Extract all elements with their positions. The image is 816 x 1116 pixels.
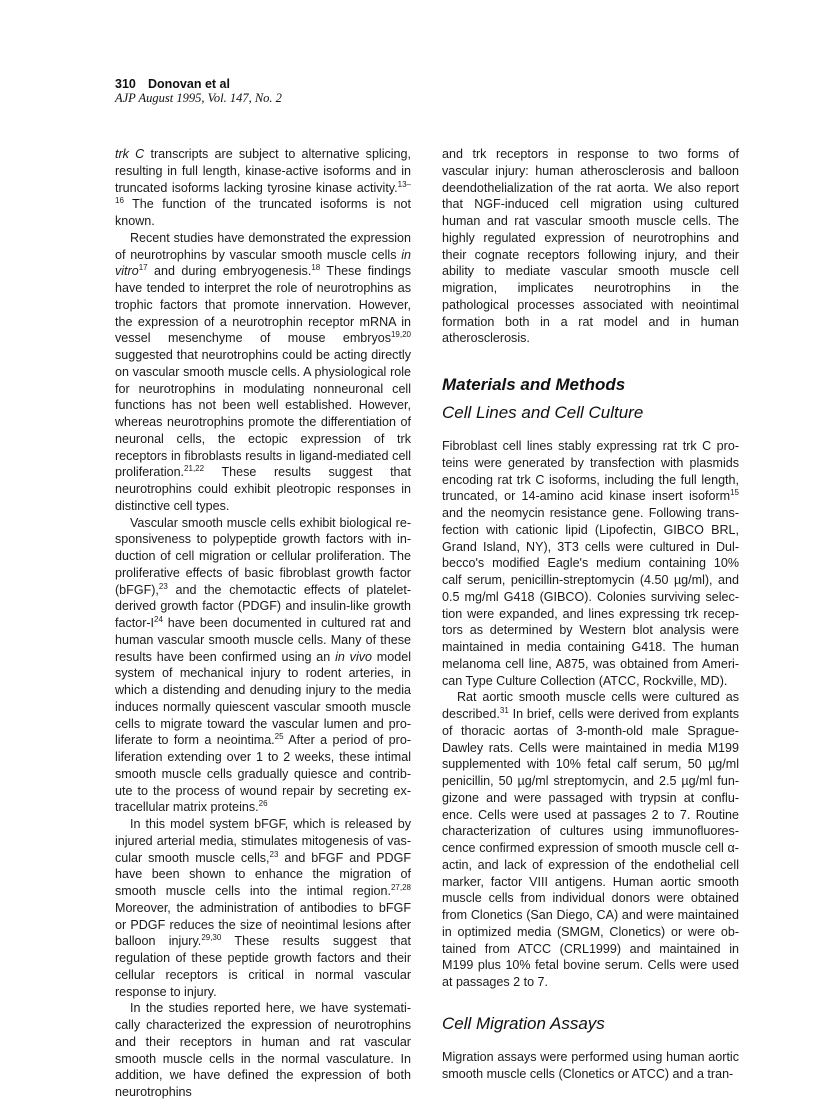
right-column: [442, 146, 739, 1082]
text: In brief, cells were derived from explants of thoracic aortas of 3-month-old male Sprague-Dawley rats. Cells were maintained in media M199 supplemented with 10% fetal calf serum, 50 µg/ml penicillin, 50 µg/ml streptomycin, and 2.5 µg/ml fungizone and were passaged with trypsin at confluence. Cells were used at passages 2 to 7. Routine characterization of cultures using immunofluorescence confirmed expression of smooth muscle cell α-actin, and lack of expression of the endothelial cell marker, factor VIII antigens. Human aortic smooth muscle cells from individual donors were obtained from Clonetics (San Diego, CA) and were maintained in optimized media (SMGM, Clonetics) or were obtained from ATCC (CRL1999) and maintained in M199 plus 10% fetal bovine serum. Cells were used at passages 2 to 7.: [442, 707, 739, 989]
text: These results suggest that neurotrophins could exhibit pleotropic responses in distinctive cell types.: [115, 465, 411, 513]
running-head-line: [115, 77, 282, 91]
subsection-heading: Cell Migration Assays: [442, 1013, 605, 1033]
paragraph: [115, 230, 411, 515]
citation-ref: 17: [138, 263, 148, 273]
text: After a period of proliferation extending over 1 to 2 weeks, these intimal smooth muscle cells gradually quiesce and contribute to the process of wound repair by secreting extracellular matrix proteins.: [115, 733, 411, 815]
italic-term: in vitro: [115, 247, 411, 279]
text: have been documented in cultured rat and human vascular smooth muscle cells. Many of these results have been confirmed using an: [115, 616, 411, 664]
paragraph: [115, 146, 411, 230]
subsection-heading: Cell Lines and Cell Culture: [442, 403, 644, 422]
paragraph: and trk receptors in response to two forms of vascular injury: human atherosclerosis and balloon deendothelialization of the rat aorta. We also report that NGF-induced cell migration using cultured human and rat vascular smooth muscle cells. The highly regulated expression of neurotrophins and their cognate receptors following injury, and their ability to mediate vascular smooth muscle cell migration, implicates neurotrophins in the pathological processes associated with neointimal formation both in a rat model and in human atherosclerosis.: [442, 147, 739, 346]
citation-ref: 31: [499, 706, 509, 715]
citation-ref: 18: [311, 263, 321, 273]
text: and the neomycin resistance gene. Following transfection with cationic lipid (Lipofectin, GIBCO BRL, Grand Island, NY), 3T3 cells were cultured in Dulbecco's modified Eagle's medium containing 10% calf serum, penicillin-streptomycin (4.50 µg/ml), and 0.5 mg/ml G418 (GIBCO). Colonies surviving selection were expanded, and lines expressing trk receptors as determined by Western blot analysis were maintained in media containing G418. The human melanoma cell line, A875, was obtained from American Type Culture Collection (ATCC, Rockville, MD).: [442, 506, 739, 688]
text: The function of the truncated isoforms is not known.: [115, 197, 411, 228]
text: and during embryogenesis.: [147, 264, 312, 279]
text: Rat aortic smooth muscle cells were cultured as described.: [442, 690, 739, 721]
text: and the chemotactic effects of platelet-derived growth factor (PDGF) and insulin-like growth factor-I: [115, 582, 411, 630]
citation-ref: 21,22: [184, 464, 205, 474]
paragraph: Migration assays were performed using human aortic smooth muscle cells (Clonetics or ATCC) and a tran-: [442, 1049, 739, 1081]
citation-ref: 15: [730, 488, 739, 498]
text: In this model system bFGF, which is released by injured arterial media, stimulates mitogenesis of vascular smooth muscle cells,: [115, 817, 411, 865]
text: These results suggest that regulation of these peptide growth factors and their cellular receptors is critical in normal vascular response to injury.: [115, 934, 411, 999]
paragraph: [442, 438, 739, 689]
italic-term: trk C: [115, 147, 145, 161]
text: Moreover, the administration of antibodies to bFGF or PDGF reduces the size of neointimal lesions after balloon injury.: [115, 900, 411, 949]
text: and bFGF and PDGF have been shown to enhance the migration of smooth muscle cells into the intimal region.: [115, 850, 411, 898]
text: These findings have tended to interpret the role of neurotrophins as trophic factors that promote innervation. However, the expression of a neurotrophin receptor mRNA in vessel mesenchyme of mouse embryos: [115, 264, 411, 346]
text: model system of mechanical injury to rodent arteries, in which a distending and denuding injury to the media induces normally quiescent vascular smooth muscle cells to migrate toward the vascular lumen and proliferate to form a neointima.: [115, 649, 411, 748]
text: Recent studies have demonstrated the expression of neurotrophins by vascular smooth muscle cells: [115, 230, 411, 262]
text: suggested that neurotrophins could be acting directly on vascular smooth muscle cells. A physiological role for neurotrophins in modulating nonneuronal cell functions has not been well established. However, whereas neurotrophins promote the differentiation of neuronal cells, the ectopic expression of trk receptors in fibroblasts results in ligand-mediated cell proliferation.: [115, 348, 411, 480]
text: Vascular smooth muscle cells exhibit biological responsiveness to polypeptide growth factors with induction of cell migration or cellular proliferation. The proliferative effects of basic fibroblast growth factor (bFGF),: [115, 515, 411, 597]
authors: Donovan et al: [148, 77, 230, 91]
citation-ref: 23: [269, 849, 279, 859]
citation-ref: 29,30: [201, 933, 222, 943]
journal-citation: AJP August 1995, Vol. 147, No. 2: [115, 91, 282, 105]
citation-ref: 27,28: [390, 883, 411, 892]
citation-ref: 19,20: [390, 330, 411, 340]
citation-ref: 25: [274, 732, 284, 742]
paragraph: In the studies reported here, we have systematically characterized the expression of neurotrophins and their receptors in human and rat vascular smooth muscle cells in the normal vasculature. In addition, we have defined the expression of both neurotrophins: [115, 1001, 411, 1099]
text: transcripts are subject to alternative splicing, resulting in full length, kinase-active isoforms and in truncated isoforms lacking tyrosine kinase activity.: [115, 147, 411, 195]
section-heading: Materials and Methods: [442, 375, 626, 394]
citation-ref: 13–16: [115, 179, 411, 206]
running-head: [115, 77, 282, 105]
paragraph: [115, 515, 411, 817]
italic-term: in vivo: [335, 649, 372, 664]
left-column: [115, 146, 411, 1101]
text: Fibroblast cell lines stably expressing rat trk C proteins were generated by transfection with plasmids encoding rat trk C isoforms, including the full length, truncated, or 14-amino acid kinase insert isoform: [442, 439, 739, 504]
paragraph: [115, 816, 411, 1000]
paragraph: [442, 689, 739, 991]
page-number: 310: [115, 77, 136, 91]
citation-ref: 26: [258, 799, 268, 809]
citation-ref: 23: [158, 581, 168, 591]
citation-ref: 24: [154, 615, 163, 624]
